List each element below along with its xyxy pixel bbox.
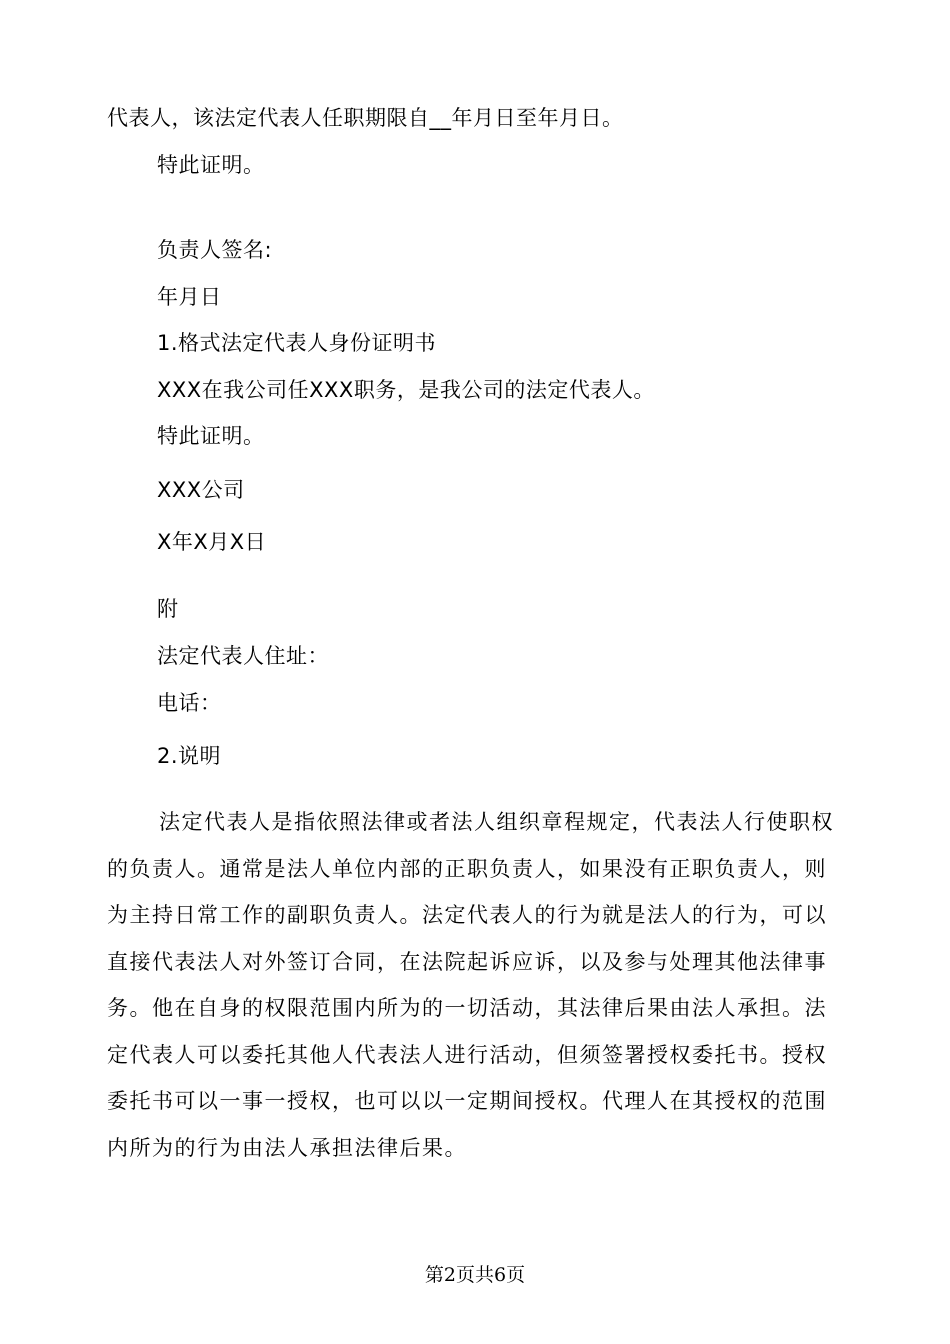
paragraph-line: 为主持日常工作的副职负责人。法定代表人的行为就是法人的行为，可以 [107, 903, 827, 927]
paragraph-line: 内所为的行为由法人承担法律后果。 [107, 1136, 467, 1160]
section-heading: 1.格式法定代表人身份证明书 [157, 331, 437, 355]
paragraph-line: 直接代表法人对外签订合同，在法院起诉应诉，以及参与处理其他法律事 [107, 950, 827, 974]
text-line: 特此证明。 [157, 153, 265, 177]
paragraph-line: 定代表人可以委托其他人代表法人进行活动，但须签署授权委托书。授权 [107, 1043, 827, 1067]
signature-label: 负责人签名: [157, 238, 273, 262]
paragraph-line: 的负责人。通常是法人单位内部的正职负责人，如果没有正职负责人，则 [107, 857, 827, 881]
text-line: XXX在我公司任XXX职务，是我公司的法定代表人。 [157, 378, 655, 402]
date-line: 年月日 [157, 285, 222, 309]
phone-label: 电话： [157, 691, 222, 715]
paragraph-line: 法定代表人是指依照法律或者法人组织章程规定，代表法人行使职权 [159, 810, 834, 834]
section-heading: 2.说明 [157, 744, 222, 768]
paragraph-line: 务。他在自身的权限范围内所为的一切活动，其法律后果由法人承担。法 [107, 996, 827, 1020]
text-line: 特此证明。 [157, 424, 265, 448]
page-number: 第2页共6页 [424, 1264, 526, 1286]
attachment-label: 附 [157, 597, 179, 621]
text-line: 代表人，该法定代表人任职期限自__年月日至年月日。 [107, 106, 624, 130]
company-name: XXX公司 [157, 478, 245, 502]
address-label: 法定代表人住址： [157, 644, 329, 668]
date-line: X年X月X日 [157, 530, 267, 554]
paragraph-line: 委托书可以一事一授权，也可以以一定期间授权。代理人在其授权的范围 [107, 1089, 827, 1113]
